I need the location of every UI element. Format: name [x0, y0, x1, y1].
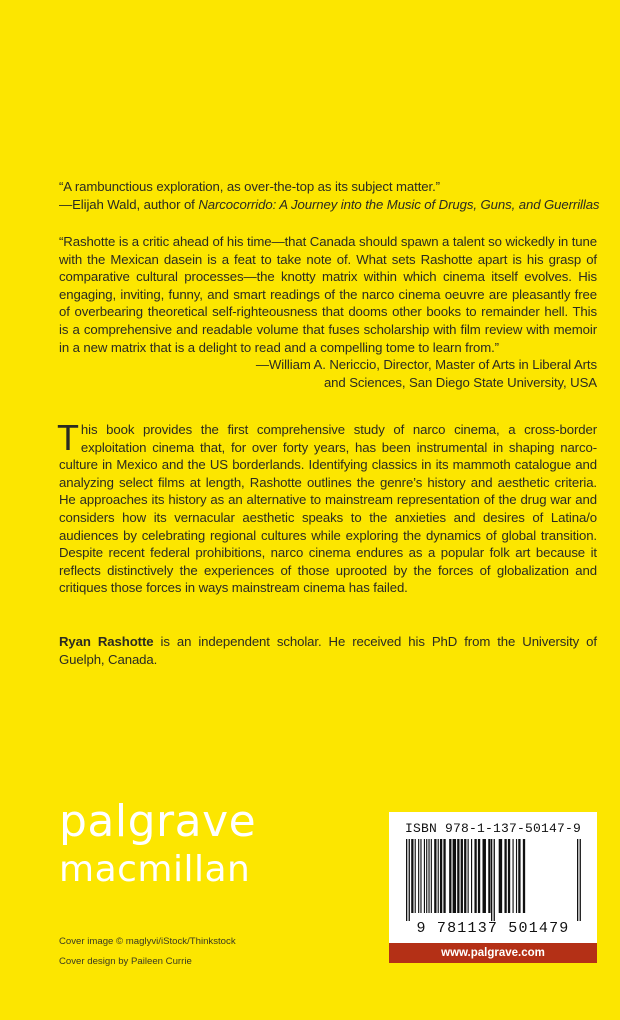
attribution-prefix: —Elijah Wald, author of — [59, 196, 199, 212]
logo-line-palgrave: palgrave — [59, 796, 257, 847]
barcode-bar — [443, 839, 445, 913]
barcode-bar — [474, 839, 476, 913]
publisher-logo — [59, 796, 257, 890]
barcode-bar — [440, 839, 442, 913]
barcode-bar — [434, 839, 436, 913]
cover-image-credit: Cover image © maglyvi/iStock/Thinkstock — [59, 936, 236, 947]
barcode-bar — [424, 839, 425, 913]
barcode-bar — [415, 839, 416, 913]
barcode-bar — [438, 839, 439, 913]
barcode-bar — [464, 839, 466, 913]
quote-text: “Rashotte is a critic ahead of his time—that Canada should spawn a talent so wickedly in tune with the Mexican dasein is a feat to take note of. What sets Rashotte apart is his grasp of comparative cultural processes—the knotty matrix within which cinema itself evolves. His engaging, inviting, funny, and smart readings of the narco cinema oeuvre are pleasantly free of overbearing theoretical self-righteousness that dooms other books to remainder hell. This is a comprehensive and readable volume that fuses scholarship with film review with memoir in a new matrix that is a delight to read and a compelling tome to learn from.” — [59, 234, 597, 355]
barcode-bar — [483, 839, 486, 913]
author-bio-text: is an independent scholar. He received his PhD from the University of Guelph, Canada. — [59, 634, 597, 667]
attribution-book-title: Narcocorrido: A Journey into the Music of Drugs, Guns, and Guerrillas — [198, 196, 600, 212]
barcode-bar — [457, 839, 459, 913]
barcode-bar — [577, 839, 578, 921]
cover-credits — [59, 932, 236, 972]
barcode-bar — [580, 839, 581, 921]
barcode-bar — [499, 839, 502, 913]
author-bio — [59, 633, 597, 668]
barcode-bar — [409, 839, 410, 921]
cover-design-credit: Cover design by Paileen Currie — [59, 956, 192, 967]
barcode-bar — [504, 839, 506, 913]
barcode-bar — [478, 839, 480, 913]
book-description — [57, 417, 597, 597]
barcode-bar — [461, 839, 463, 913]
review-quote-nericcio — [59, 233, 597, 391]
description-text: his book provides the first comprehensive study of narco cinema, a cross-border exploitation cinema that, for over forty years, has been instrumental in shaping narco-culture in Mexico and the US borderlands. Identifying classics in its mammoth catalogue and analyzing select films at length, Rashotte outlines the genre’s history and aesthetic criteria. He approaches its history as an alternative to mainstream representation of the drug war and considers how its vernacular aesthetic speaks to the anxieties and desires of Latina/o audiences by celebrating regional cultures while exploring the dynamics of global transition. Despite recent federal prohibitions, narco cinema endures as a popular folk art because it reflects distinctively the experiences of those uprooted by the forces of globalization and critiques those forces in ways mainstream cinema has failed. — [59, 422, 597, 596]
barcode-bar — [508, 839, 510, 913]
barcode-bar — [468, 839, 469, 913]
quote-text: “A rambunctious exploration, as over-the-top as its subject matter.” — [59, 179, 440, 194]
barcode-bar — [518, 839, 520, 913]
attribution-line-1: —William A. Nericcio, Director, Master of Arts in Liberal Arts — [255, 357, 597, 373]
publisher-url-bar — [389, 943, 597, 963]
barcode-bar — [411, 839, 413, 913]
barcode-bar — [431, 839, 432, 913]
logo-line-macmillan: macmillan — [59, 849, 251, 890]
author-name: Ryan Rashotte — [59, 634, 154, 649]
barcode-bar — [523, 839, 525, 913]
drop-cap: T — [57, 417, 79, 458]
attribution-line-2: and Sciences, San Diego State University, USA — [323, 374, 597, 390]
barcode-bar — [420, 839, 421, 913]
publisher-url: www.palgrave.com — [441, 947, 545, 959]
review-quote-wald — [59, 178, 600, 213]
barcode-bar — [516, 839, 517, 913]
barcode-bar — [471, 839, 472, 913]
barcode-bar — [491, 839, 492, 921]
barcode-bar — [406, 839, 407, 921]
barcode-bar — [488, 839, 490, 913]
barcode-bar — [449, 839, 451, 913]
barcode-bar — [418, 839, 419, 913]
barcode-bar — [494, 839, 495, 921]
quote-attribution — [59, 196, 600, 214]
ean-digits: 9 781137 501479 — [416, 920, 570, 937]
isbn-barcode-panel — [389, 812, 597, 963]
barcode-bar — [428, 839, 429, 913]
barcode-bar — [426, 839, 427, 913]
barcode-graphic — [398, 839, 588, 921]
barcode-bar — [513, 839, 514, 913]
isbn-label: ISBN 978-1-137-50147-9 — [404, 821, 582, 836]
barcode-bar — [453, 839, 456, 913]
